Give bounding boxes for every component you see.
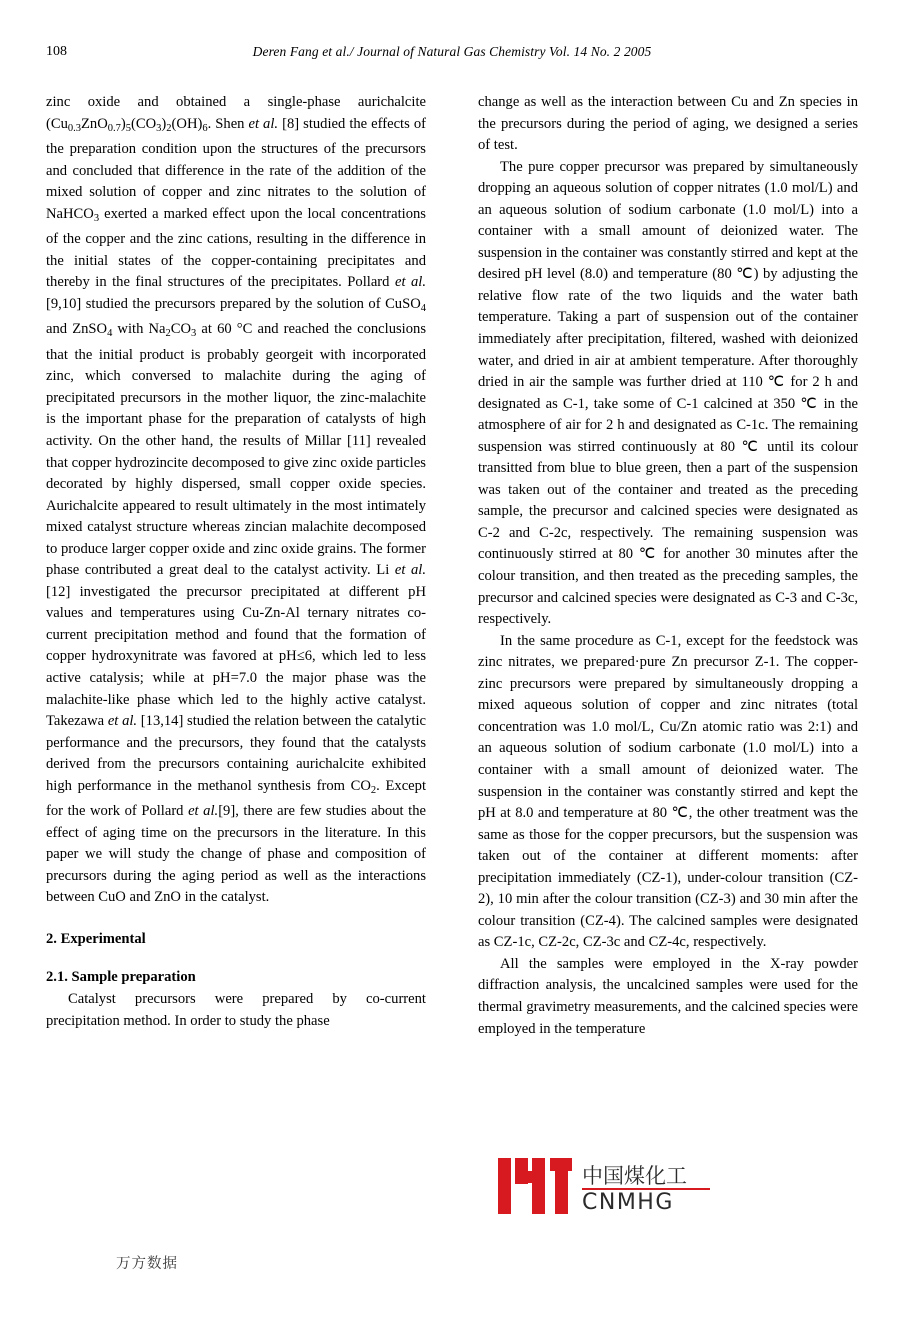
- paragraph: All the samples were employed in the X-ray powder diffraction analysis, the uncalcined samples were used for the thermal gravimetry measurements, and the calcined species were employed in the temperature: [478, 955, 858, 1037]
- page-header: [46, 44, 858, 64]
- footer-watermark: 万方数据: [116, 1256, 178, 1272]
- subsection-heading: 2.1. Sample preparation: [46, 969, 196, 986]
- watermark-latin-text: CNMHG: [582, 1190, 674, 1215]
- page-number: 108: [46, 44, 67, 59]
- two-column-body: [46, 92, 858, 1232]
- paragraph: The pure copper precursor was prepared by simultaneously dropping an aqueous solution of copper nitrates (1.0 mol/L) and an aqueous solution of sodium carbonate (1.0 mol/L) into a container with a small amount of deionized water. The suspension in the container was constantly stirred and kept at the desired pH level (8.0) and temperature (80 ℃) by adjusting the relative flow rate of the two liquids and the water bath temperature. Taking a part of suspension out of the container immediately after precipitation, filtered, washed with deionized water, and dried in air at ambient temperature. After thoroughly dried in air the sample was further dried at 110 ℃ for 2 h and designated as C-1, take some of C-1 calcined at 350 ℃ in the atmosphere of air for 2 h and designated as C-1c. The remaining suspension was stirred continuously at 80 ℃ until its colour transitted from blue to blue green, then a part of the suspension was taken out of the container and treated as the preceding sample, the precursor and calcined species were designated as C-2 and C-2c, respectively. The remaining suspension was continuously stirred at 80 ℃ for another 30 minutes after the colour transition, and then treated as the preceding samples, the precursor and calcined species were designated as C-3 and C-3c, respectively.: [478, 158, 858, 628]
- paragraph: zinc oxide and obtained a single-phase aurichalcite $(Cu_{0.3}ZnO_{0.7})_5(CO_3)_2(OH)_6$. Shen et al. [8] studied the effects of the preparation condition upon the structures of the precursors and concluded that difference in the rate of the addition of the mixed solution of copper and zinc nitrates to the solution of NaHCO$_3$ exerted a marked effect upon the local concentrations of the copper and the zinc cations, resulting in the difference in the initial states of the copper-containing precipitates and thereby in the final structures of the precipitates. Pollard et al. [9,10] studied the precursors prepared by the solution of CuSO$_4$ and ZnSO$_4$ with $Na_2CO_3$ at 60 °C and reached the conclusions that the initial product is probably georgeit with incorporated zinc, which conversed to malachite during the aging of precipitated precursors in the mother liquor, the zinc-malachite is the important phase for the preparation of catalysts of high activity. On the other hand, the results of Millar [11] revealed that copper hydrozincite decomposed to give zinc oxide particles decorated by highly dispersed, small copper oxide species. Aurichalcite appeared to result ultimately in the most intimately mixed catalyst structure whereas zincian malachite decomposed to produce larger copper oxide and zinc oxide grains. The former phase contributed a great deal to the catalyst activity. Li et al. [12] investigated the precursor precipitated at different pH values and temperatures using Cu-Zn-Al ternary nitrates co-current precipitation method and found that the formation of copper hydroxynitrate was favored at pH≤6, which led to less active catalysis; while at pH=7.0 the major phase was the malachite-like phase which led to the highly active catalyst. Takezawa et al. [13,14] studied the relation between the catalytic performance and the precursors, they found that the catalysts derived from the precursors containing aurichalcite exhibited high performance in the methanol synthesis from $CO_2$. Except for the work of Pollard et al.[9], there are few studies about the effect of aging time on the precursors in the literature. In this paper we will study the change of phase and composition of precursors during the aging period as well as the interactions between CuO and ZnO in the catalyst.: [46, 94, 426, 906]
- running-head: Deren Fang et al./ Journal of Natural Gas Chemistry Vol. 14 No. 2 2005: [252, 44, 652, 59]
- yh-logo-icon: [498, 1158, 572, 1214]
- paragraph: In the same procedure as C-1, except for the feedstock was zinc nitrates, we prepared·pure Zn precursor Z-1. The copper-zinc precursors were prepared by simultaneously dropping a mixed aqueous solution of copper and zinc nitrates (total concentration was 1.0 mol/L, Cu/Zn atomic ratio was 2:1) and an aqueous solution of sodium carbonate (1.0 mol/L) into a container with a small amount of deionized water. The suspension in the container was constantly stirred and kept the pH at 8.0 and temperature at 80 ℃, the other treatment was the same as those for the copper precursors, but the suspension was taken out of the container at different moments: after precipitation immediately (CZ-1), under-colour transition (CZ-2), 10 min after the colour transition (CZ-3) and 30 min after the colour transition (CZ-4). The calcined samples were designated as CZ-1c, CZ-2c, CZ-3c and CZ-4c, respectively.: [478, 632, 858, 951]
- right-column: [478, 92, 858, 1040]
- paragraph: Catalyst precursors were prepared by co-current precipitation method. In order to study the phase: [46, 991, 426, 1029]
- section-heading: 2. Experimental: [46, 930, 146, 947]
- left-column: [46, 92, 426, 1032]
- watermark-logo: [498, 1158, 798, 1220]
- paragraph: change as well as the interaction between Cu and Zn species in the precursors during the period of aging, we designed a series of test.: [478, 94, 858, 154]
- watermark-chinese-text: 中国煤化工: [582, 1164, 687, 1188]
